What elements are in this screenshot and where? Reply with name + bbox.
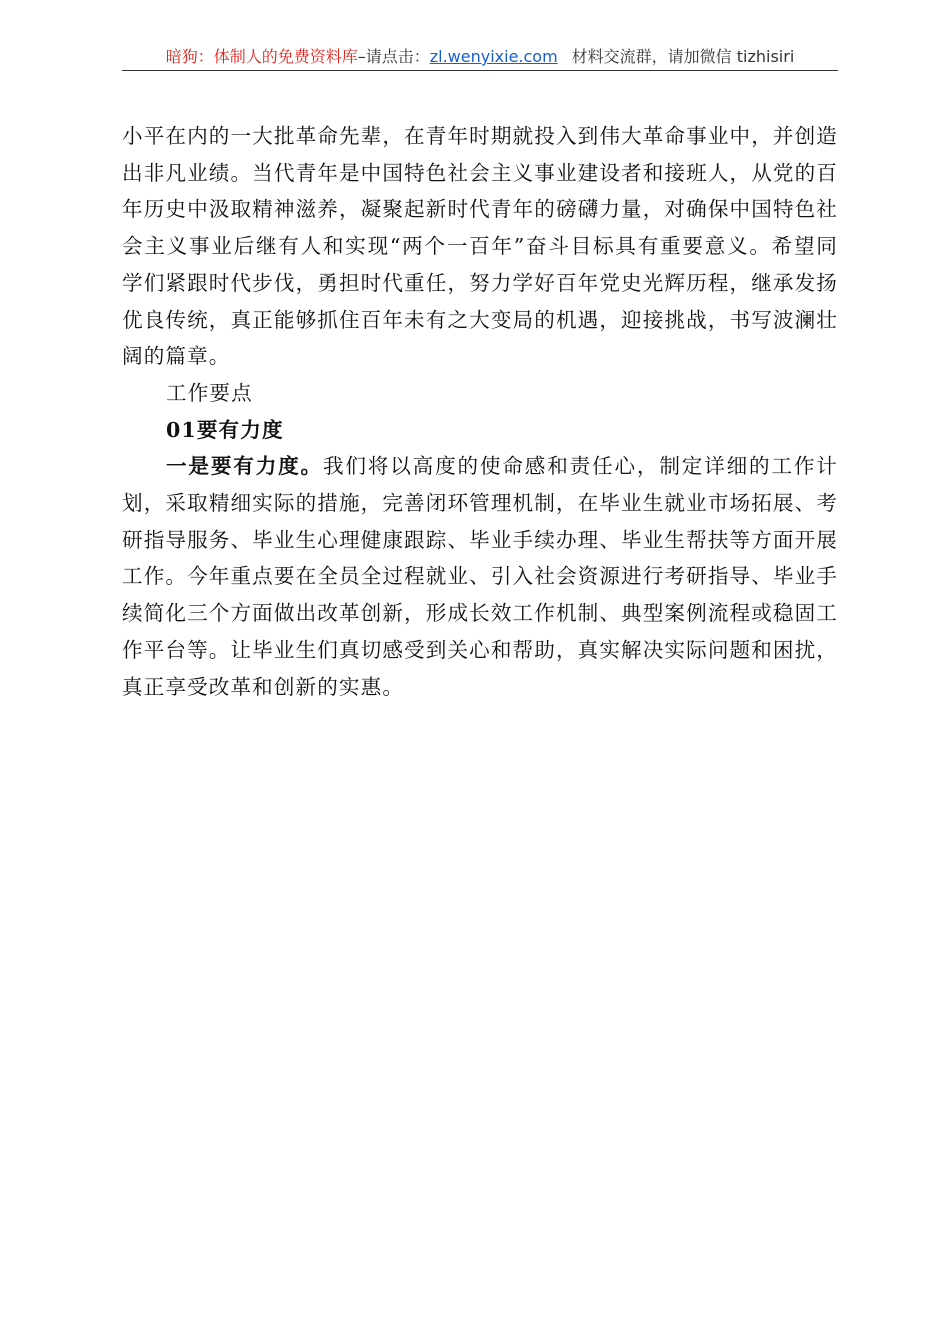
subsection-heading: 01要有力度 [166,417,284,442]
body-paragraph [122,448,838,705]
section-heading: 工作要点 [166,380,253,405]
document-body [122,118,838,705]
paragraph-lead: 一是要有力度。 [166,454,323,479]
body-paragraph: 小平在内的一大批革命先辈，在青年时期就投入到伟大革命事业中，并创造出非凡业绩。当代青年是中国特色社会主义事业建设者和接班人，从党的百年历史中汲取精神滋养，凝聚起新时代青年的磅礴力量，对确保中国特色社会主义事业后继有人和实现“两个一百年”奋斗目标具有重要意义。希望同学们紧跟时代步伐，勇担时代重任，努力学好百年党史光辉历程，继承发扬优良传统，真正能够抓住百年未有之大变局的机遇，迎接挑战，书写波澜壮阔的篇章。 [122,124,838,369]
header-link[interactable]: zl.wenyixie.com [429,47,558,66]
paragraph-text: 我们将以高度的使命感和责任心，制定详细的工作计划，采取精细实际的措施，完善闭环管理机制，在毕业生就业市场拓展、考研指导服务、毕业生心理健康跟踪、毕业手续办理、毕业生帮扶等方面开展工作。今年重点要在全员全过程就业、引入社会资源进行考研指导、毕业手续简化三个方面做出改革创新，形成长效工作机制、典型案例流程或稳固工作平台等。让毕业生们真切感受到关心和帮助，真实解决实际问题和困扰，真正享受改革和创新的实惠。 [122,454,838,699]
header-prompt: –请点击： [357,47,430,66]
page-header [122,46,838,71]
header-site-name: 暗狗：体制人的免费资料库 [165,47,358,66]
header-wechat-text: 材料交流群，请加微信 tizhisiri [571,47,795,66]
